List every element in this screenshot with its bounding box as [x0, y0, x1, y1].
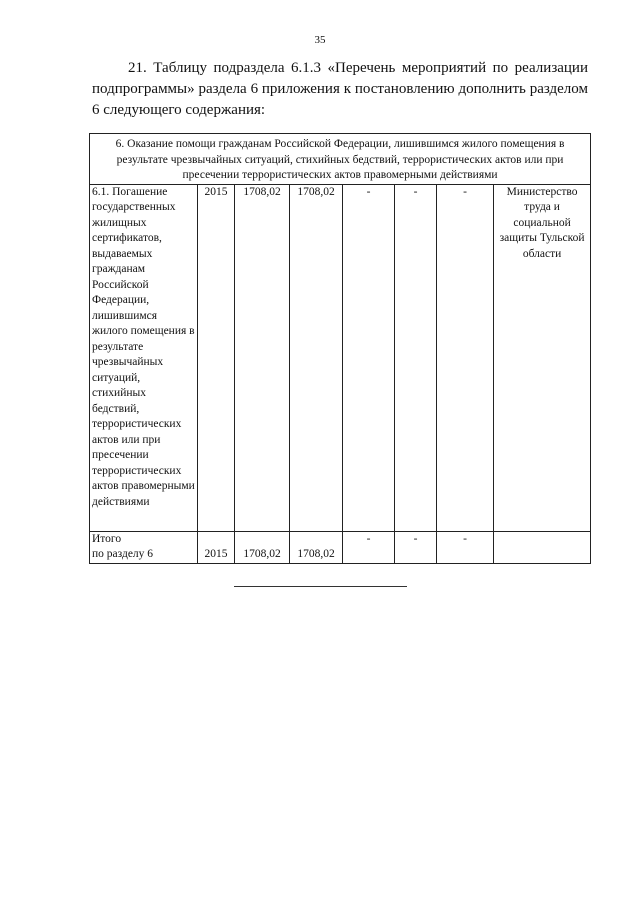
total-federal-cell: 1708,02: [290, 531, 343, 563]
total-col7-cell: -: [437, 531, 494, 563]
total-col5-cell: -: [343, 531, 395, 563]
col5-cell: -: [343, 184, 395, 531]
total-executor-cell: [494, 531, 591, 563]
col6-cell: -: [395, 184, 437, 531]
measure-name-cell: 6.1. Погашение государственных жилищных сертификатов, выдаваемых гражданам Российской Федерации, лишившимся жилого помещения в результате чрезвычайных ситуаций, стихийных бедствий, террористических актов или при пресечении террористических актов правомерными действиями: [90, 184, 198, 531]
executor-cell: Министерство труда и социальной защиты Тульской области: [494, 184, 591, 531]
col7-cell: -: [437, 184, 494, 531]
total-label-line1: Итого: [92, 532, 122, 545]
total-label-cell: [90, 531, 198, 563]
total-cell: 1708,02: [235, 184, 290, 531]
total-sum-cell: 1708,02: [235, 531, 290, 563]
total-label-line2: по разделу 6: [92, 548, 154, 560]
table-row: [90, 184, 591, 531]
measures-table: [89, 133, 591, 564]
total-row: [90, 531, 591, 563]
section-header-cell: 6. Оказание помощи гражданам Российской Федерации, лишившимся жилого помещения в результате чрезвычайных ситуаций, стихийных бедствий, террористических актов или при пресечении террористических актов правомерными действиями: [90, 134, 591, 185]
federal-cell: 1708,02: [290, 184, 343, 531]
page-number: 35: [314, 34, 326, 46]
closing-rule: [234, 586, 407, 587]
total-year-cell: 2015: [198, 531, 235, 563]
total-col6-cell: -: [395, 531, 437, 563]
intro-paragraph: 21. Таблицу подраздела 6.1.3 «Перечень мероприятий по реализации подпрограммы» раздела 6 приложения к постановлению дополнить разделом 6 следующего содержания:: [92, 60, 588, 118]
section-header-row: [90, 134, 591, 185]
year-cell: 2015: [198, 184, 235, 531]
